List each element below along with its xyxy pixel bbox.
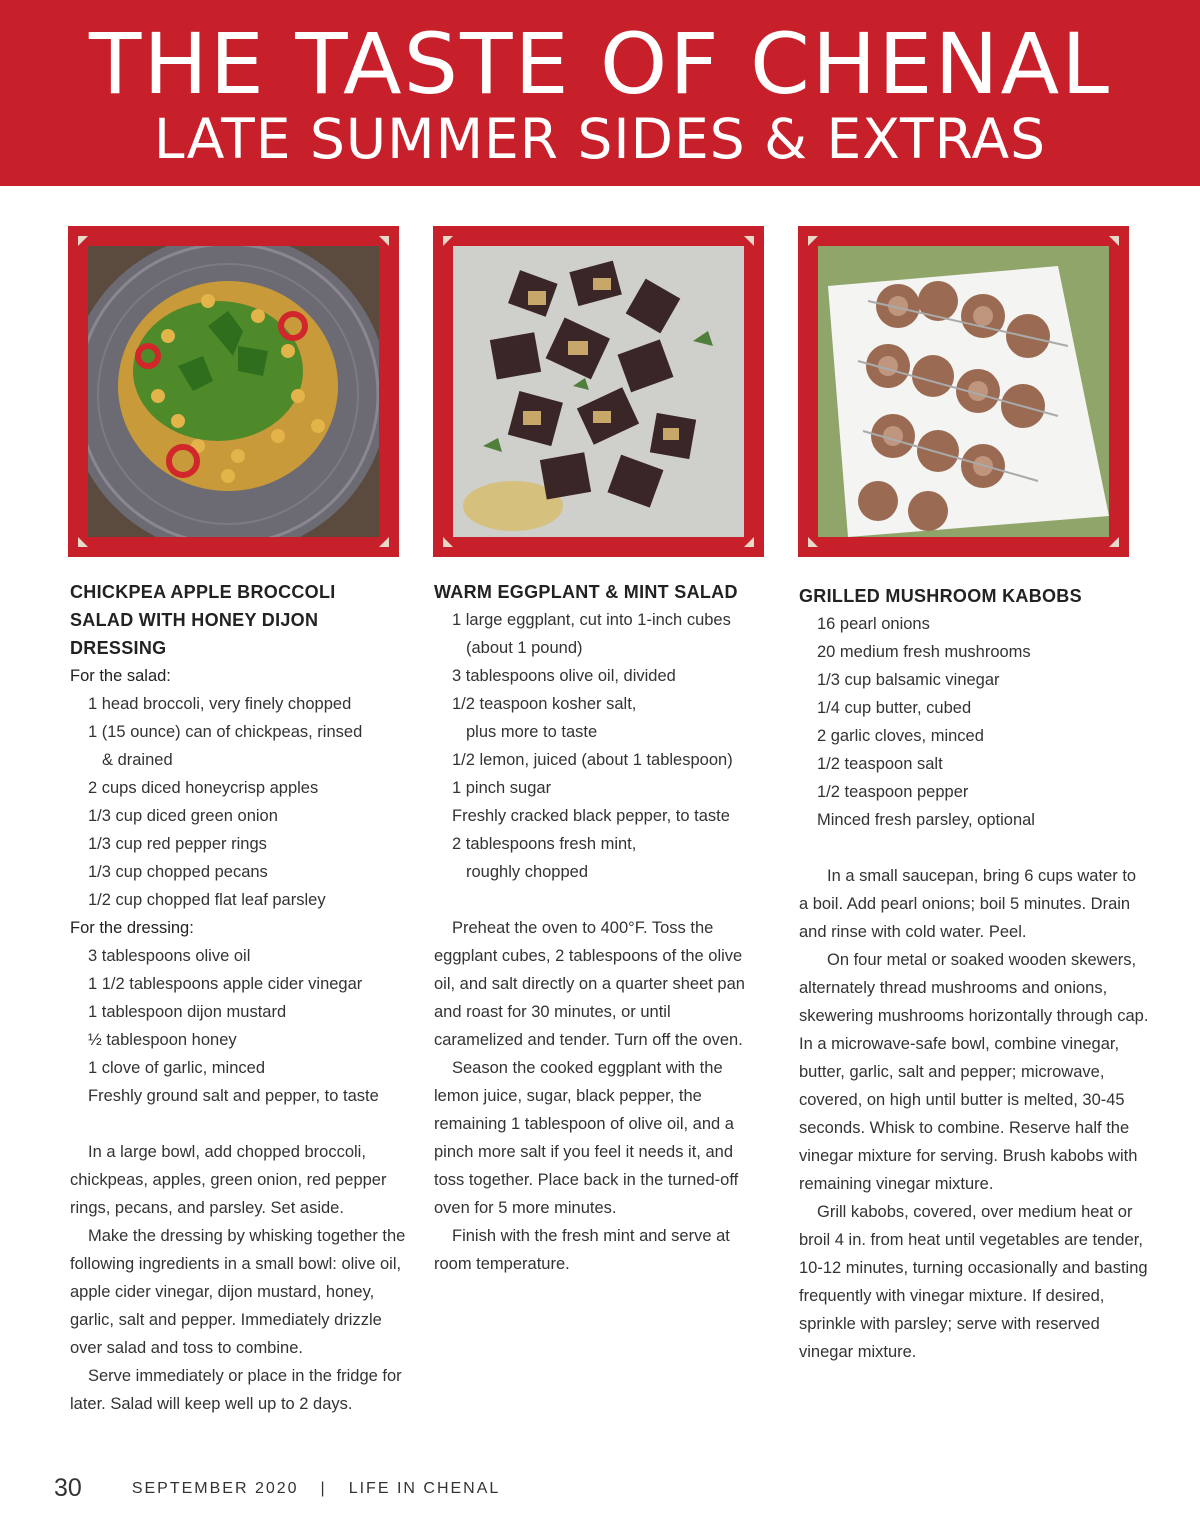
page-footer: [54, 1474, 500, 1503]
ingredient: 1/2 teaspoon pepper: [817, 783, 969, 801]
ingredient: 1/3 cup chopped pecans: [88, 863, 268, 881]
ingredient: 1 tablespoon dijon mustard: [88, 1003, 287, 1021]
direction-paragraph: Preheat the oven to 400°F. Toss the eggplant cubes, 2 tablespoons of the olive oil, and salt directly on a quarter sheet pan and roast for 30 minutes, or until caramelized and tender. Turn off the oven.: [434, 919, 745, 1049]
ingredient: Freshly cracked black pepper, to taste: [452, 807, 730, 825]
ingredient: Freshly ground salt and pepper, to taste: [88, 1087, 379, 1105]
page-title: THE TASTE OF CHENAL: [88, 15, 1112, 113]
ingredient: 1/2 teaspoon salt: [817, 755, 943, 773]
ingredient: 1 head broccoli, very finely chopped: [88, 695, 352, 713]
header-banner: [0, 0, 1200, 186]
direction-paragraph: Finish with the fresh mint and serve at room temperature.: [434, 1227, 730, 1273]
direction-paragraph: In a large bowl, add chopped broccoli, chickpeas, apples, green onion, red pepper rings, pecans, and parsley. Set aside.: [70, 1143, 387, 1217]
recipe-title: WARM EGGPLANT & MINT SALAD: [434, 582, 738, 602]
ingredient: 1/2 lemon, juiced (about 1 tablespoon): [452, 751, 733, 769]
magazine-name: LIFE IN CHENAL: [348, 1479, 501, 1497]
direction-paragraph: Season the cooked eggplant with the lemon juice, sugar, black pepper, the remaining 1 tablespoon of olive oil, and a pinch more salt if you feel it needs it, and toss together. Place back in the turned-off oven for 5 more minutes.: [434, 1059, 739, 1217]
eggplant-salad-photo: [453, 246, 744, 537]
chickpea-salad-recipe: [70, 578, 410, 1418]
ingredient: 2 garlic cloves, minced: [817, 727, 984, 745]
ingredient: 16 pearl onions: [817, 615, 930, 633]
ingredient: Minced fresh parsley, optional: [817, 811, 1035, 829]
ingredient: (about 1 pound): [466, 639, 583, 657]
direction-paragraph: In a small saucepan, bring 6 cups water to a boil. Add pearl onions; boil 5 minutes. Drain and rinse with cold water. Peel.: [799, 867, 1137, 941]
ingredient: 1 (15 ounce) can of chickpeas, rinsed: [88, 723, 363, 741]
salad-subheading: For the salad:: [70, 667, 171, 685]
ingredient: roughly chopped: [466, 863, 589, 881]
ingredient: 1/2 teaspoon kosher salt,: [452, 695, 637, 713]
ingredient: 1/4 cup butter, cubed: [817, 699, 972, 717]
chickpea-salad-photo: [88, 246, 379, 537]
page-subtitle: LATE SUMMER SIDES & EXTRAS: [153, 107, 1047, 171]
footer-separator: |: [320, 1479, 327, 1497]
ingredient: 1 pinch sugar: [452, 779, 552, 797]
ingredient: 1/3 cup balsamic vinegar: [817, 671, 1000, 689]
issue-date: SEPTEMBER 2020: [131, 1479, 299, 1497]
ingredient: plus more to taste: [466, 723, 598, 741]
ingredient: 1/3 cup diced green onion: [88, 807, 278, 825]
chickpea-salad-photo-frame: [68, 226, 399, 557]
mushroom-kabobs-photo: [818, 246, 1109, 537]
ingredient: 1/2 cup chopped flat leaf parsley: [88, 891, 326, 909]
dressing-subheading: For the dressing:: [70, 919, 194, 937]
page-number: 30: [54, 1474, 82, 1502]
ingredient: ½ tablespoon honey: [88, 1031, 237, 1049]
direction-paragraph: Serve immediately or place in the fridge for later. Salad will keep well up to 2 days.: [70, 1367, 402, 1413]
ingredient: 1 1/2 tablespoons apple cider vinegar: [88, 975, 363, 993]
ingredient: 2 tablespoons fresh mint,: [452, 835, 637, 853]
ingredient: 2 cups diced honeycrisp apples: [88, 779, 319, 797]
ingredient: 20 medium fresh mushrooms: [817, 643, 1031, 661]
ingredient: 1 clove of garlic, minced: [88, 1059, 265, 1077]
direction-paragraph: Make the dressing by whisking together the following ingredients in a small bowl: olive oil, apple cider vinegar, dijon mustard, honey, garlic, salt and pepper. Immediately drizzle over salad and toss to combine.: [70, 1227, 406, 1357]
recipe-title: GRILLED MUSHROOM KABOBS: [799, 586, 1082, 606]
mushroom-kabobs-recipe: [799, 582, 1149, 1366]
ingredient: 1/3 cup red pepper rings: [88, 835, 267, 853]
eggplant-salad-recipe: [434, 578, 764, 1278]
mushroom-kabobs-photo-frame: [798, 226, 1129, 557]
ingredient: 1 large eggplant, cut into 1-inch cubes: [452, 611, 731, 629]
eggplant-salad-photo-frame: [433, 226, 764, 557]
ingredient: & drained: [102, 751, 173, 769]
ingredient: 3 tablespoons olive oil, divided: [452, 667, 676, 685]
direction-paragraph: Grill kabobs, covered, over medium heat or broil 4 in. from heat until vegetables are tender, 10-12 minutes, turning occasionally and basting frequently with vinegar mixture. If desired, sprinkle with parsley; serve with reserved vinegar mixture.: [799, 1203, 1148, 1361]
ingredient: 3 tablespoons olive oil: [88, 947, 251, 965]
recipe-title: CHICKPEA APPLE BROCCOLI SALAD WITH HONEY DIJON DRESSING: [70, 582, 336, 658]
direction-paragraph: On four metal or soaked wooden skewers, alternately thread mushrooms and onions, skewering mushrooms horizontally through cap. In a microwave-safe bowl, combine vinegar, butter, garlic, salt and pepper; microwave, covered, on high until butter is melted, 30-45 seconds. Whisk to combine. Reserve half the vinegar mixture for serving. Brush kabobs with remaining vinegar mixture.: [799, 951, 1149, 1193]
